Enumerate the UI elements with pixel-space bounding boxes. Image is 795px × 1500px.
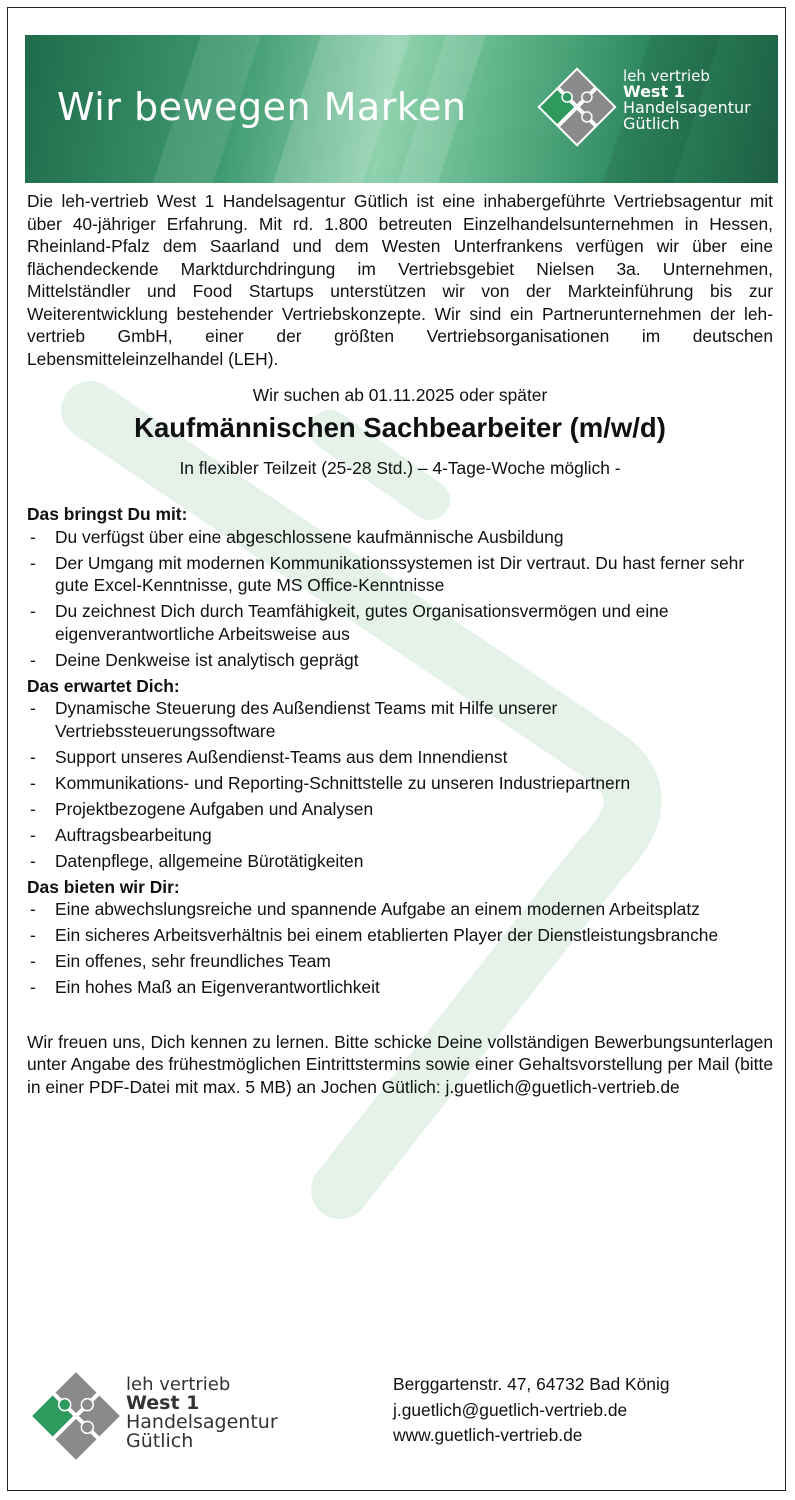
header-banner [25, 35, 778, 183]
puzzle-logo-icon [537, 67, 617, 147]
requirements-list [27, 526, 773, 672]
search-line: Wir suchen ab 01.11.2025 oder später [252, 385, 548, 405]
section-heading: Das erwartet Dich: [27, 675, 180, 696]
footer-logo [28, 1368, 308, 1468]
contact-email[interactable]: j.guetlich@guetlich-vertrieb.de [393, 1399, 628, 1420]
banner-logo-line-1: leh vertrieb [623, 67, 710, 85]
banner-logo-line-3: Handelsagentur [623, 98, 751, 117]
list-item: - Du zeichnest Dich durch Teamfähigkeit, gutes Organisationsvermögen und eine eigenverantwortliche Arbeitsweise aus [30, 601, 669, 644]
section-offer [27, 876, 773, 999]
section-tasks [27, 675, 773, 873]
list-item: - Kommunikations- und Reporting-Schnittstelle zu unseren Industriepartnern [30, 772, 631, 793]
list-item: - Dynamische Steuerung des Außendienst Teams mit Hilfe unserer Vertriebssteuerungssoftware [30, 698, 558, 741]
contact-address: Berggartenstr. 47, 64732 Bad König [393, 1374, 670, 1394]
footer-logo-line-1: leh vertrieb [126, 1374, 231, 1395]
application-paragraph: Wir freuen uns, Dich kennen zu lernen. Bitte schicke Deine vollständigen Bewerbungsunterlagen unter Angabe des frühestmöglichen Eintrittstermins sowie einer Gehaltsvorstellung per Mail (bitte in einer PDF-Datei mit max. 5 MB) an Jochen Gütlich: j.guetlich@guetlich-vertrieb.de [27, 1031, 773, 1097]
list-item: - Eine abwechslungsreiche und spannende Aufgabe an einem modernen Arbeitsplatz [30, 899, 700, 919]
intro-paragraph: Die leh-vertrieb West 1 Handelsagentur Gütlich ist eine inhabergeführte Vertriebsagentur mit über 40-jähriger Erfahrung. Mit rd. 1.800 betreuten Einzelhandelsunternehmen in Hessen, Rheinland-Pfalz dem Saarland und dem Westen Unterfrankens verfügen wir über eine flächendeckende Marktdurchdringung im Vertriebsgebiet Nielsen 3a. Unternehmen, Mittelständler und Food Startups unterstützen wir von der Markteinführung bis zur Weiterentwicklung bestehender Vertriebskonzepte. Wir sind ein Partnerunternehmen der leh-vertrieb GmbH, einer der größten Vertriebsorganisationen im deutschen Lebensmitteleinzelhandel (LEH). [27, 191, 773, 369]
tasks-list [27, 697, 773, 872]
list-item: - Projektbezogene Aufgaben und Analysen [30, 798, 374, 819]
list-item: - Der Umgang mit modernen Kommunikationssystemen ist Dir vertraut. Du hast ferner sehr gute Excel-Kenntnisse, gute MS Office-Kenntnisse [30, 552, 745, 595]
banner-title: Wir bewegen Marken [57, 85, 467, 129]
list-item: - Datenpflege, allgemeine Bürotätigkeiten [30, 850, 364, 871]
job-title: Kaufmännischen Sachbearbeiter (m/w/d) [134, 411, 666, 443]
contact-website[interactable]: www.guetlich-vertrieb.de [393, 1425, 583, 1445]
section-heading: Das bringst Du mit: [27, 504, 188, 524]
list-item: - Deine Denkweise ist analytisch geprägt [30, 649, 359, 670]
list-item: - Support unseres Außendienst-Teams aus dem Innendienst [30, 746, 508, 767]
banner-logo-line-2: West 1 [623, 82, 685, 101]
banner-logo [537, 65, 777, 155]
contact-block [393, 1372, 670, 1449]
puzzle-logo-icon [28, 1368, 124, 1464]
footer-logo-line-4: Gütlich [126, 1430, 194, 1452]
footer-logo-line-2: West 1 [126, 1392, 200, 1414]
job-subtitle: In flexibler Teilzeit (25-28 Std.) – 4-Tage-Woche möglich - [179, 457, 621, 478]
footer-logo-line-3: Handelsagentur [126, 1411, 278, 1433]
list-item: - Auftragsbearbeitung [30, 824, 212, 845]
offer-list [27, 898, 773, 999]
main-content [27, 190, 773, 1098]
section-heading: Das bieten wir Dir: [27, 876, 180, 897]
list-item: - Du verfügst über eine abgeschlossene kaufmännische Ausbildung [30, 526, 564, 547]
list-item: - Ein sicheres Arbeitsverhältnis bei einem etablierten Player der Dienstleistungsbranche [30, 925, 719, 945]
list-item: - Ein offenes, sehr freundliches Team [30, 951, 331, 971]
section-requirements [27, 503, 773, 671]
list-item: - Ein hohes Maß an Eigenverantwortlichkeit [30, 977, 380, 997]
banner-logo-line-4: Gütlich [623, 114, 680, 133]
